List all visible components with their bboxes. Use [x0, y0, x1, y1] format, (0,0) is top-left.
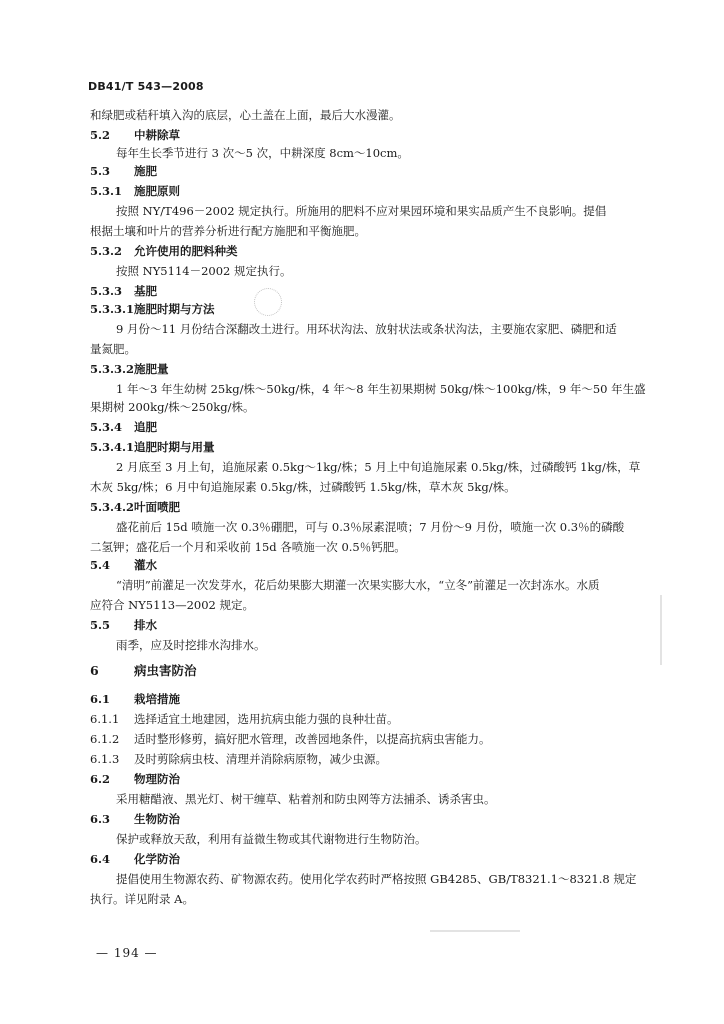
section-line	[90, 302, 215, 316]
paragraph-text: 保护或释放天敌，利用有益微生物或其代谢物进行生物防治。	[116, 832, 427, 846]
section-line	[90, 244, 238, 258]
stamp-mark	[254, 288, 282, 316]
section-number: 5.3	[90, 164, 111, 178]
section-title: 基肥	[134, 284, 157, 298]
section-number: 6	[90, 663, 99, 678]
paragraph-line	[90, 598, 254, 612]
section-line	[90, 664, 197, 678]
section-number: 5.3.3.2	[90, 362, 135, 376]
paragraph-line	[116, 578, 600, 592]
section-title: 栽培措施	[134, 692, 180, 706]
section-number: 5.4	[90, 558, 111, 572]
section-line	[90, 128, 180, 142]
paragraph-line	[90, 892, 194, 906]
section-line	[90, 164, 157, 178]
paragraph-text: 1 年～3 年生幼树 25kg/株～50kg/株，4 年～8 年生初果期树 50kg/株～100kg/株，9 年～50 年生盛	[116, 382, 646, 396]
section-line	[90, 440, 215, 454]
section-number: 5.3.4.1	[90, 440, 135, 454]
section-line	[90, 420, 157, 434]
section-title: 施肥	[134, 164, 157, 178]
section-line	[90, 812, 180, 826]
section-number: 6.1	[90, 692, 111, 706]
paragraph-text: “清明”前灌足一次发芽水，花后幼果膨大期灌一次果实膨大水，“立冬”前灌足一次封冻水。水质	[116, 578, 600, 592]
paragraph-text: 按照 NY5114－2002 规定执行。	[116, 264, 292, 278]
section-number: 6.2	[90, 772, 111, 786]
section-line	[90, 732, 491, 746]
section-title: 病虫害防治	[134, 663, 197, 678]
section-line	[90, 184, 180, 198]
paragraph-text: 根据土壤和叶片的营养分析进行配方施肥和平衡施肥。	[90, 224, 366, 238]
paragraph-line	[90, 480, 516, 494]
paragraph-line	[116, 872, 636, 886]
section-number: 5.2	[90, 128, 111, 142]
paragraph-line	[116, 146, 409, 160]
section-title: 中耕除草	[134, 128, 180, 142]
paragraph-text: 9 月份～11 月份结合深翻改土进行。用环状沟法、放射状法或条状沟法，主要施农家肥、磷肥和适	[116, 322, 617, 336]
section-line	[90, 500, 180, 514]
section-title: 追肥时期与用量	[134, 440, 215, 454]
paragraph-line	[90, 108, 401, 122]
section-title: 施肥时期与方法	[134, 302, 215, 316]
paragraph-text: 雨季，应及时挖排水沟排水。	[116, 638, 266, 652]
paragraph-text: 盛花前后 15d 喷施一次 0.3％硼肥，可与 0.3％尿素混喷；7 月份～9 月份，喷施一次 0.3％的磷酸	[116, 520, 625, 534]
section-title: 选择适宜土地建园，选用抗病虫能力强的良种壮苗。	[134, 712, 399, 726]
section-line	[90, 362, 169, 376]
section-line	[90, 852, 180, 866]
section-line	[90, 618, 157, 632]
section-title: 生物防治	[134, 812, 180, 826]
scan-artifact	[430, 930, 520, 932]
section-title: 化学防治	[134, 852, 180, 866]
paragraph-text: 2 月底至 3 月上旬，追施尿素 0.5kg～1kg/株；5 月上中旬追施尿素 0.5kg/株，过磷酸钙 1kg/株，草	[116, 460, 641, 474]
standard-code-header: DB41/T 543—2008	[88, 80, 204, 93]
section-title: 灌水	[134, 558, 157, 572]
scan-artifact	[660, 595, 662, 665]
section-number: 5.5	[90, 618, 111, 632]
paragraph-line	[116, 832, 427, 846]
paragraph-text: 采用糖醋液、黑光灯、树干缠草、粘着剂和防虫网等方法捕杀、诱杀害虫。	[116, 792, 496, 806]
section-title: 及时剪除病虫枝、清理并消除病原物，减少虫源。	[134, 752, 387, 766]
section-number: 5.3.1	[90, 184, 123, 198]
paragraph-text: 执行。详见附录 A。	[90, 892, 194, 906]
paragraph-text: 按照 NY/T496－2002 规定执行。所施用的肥料不应对果园环境和果实品质产生不良影响。提倡	[116, 204, 607, 218]
paragraph-line	[90, 540, 406, 554]
section-line	[90, 284, 157, 298]
section-number: 6.1.2	[90, 732, 120, 746]
page-number: — 194 —	[96, 946, 158, 960]
section-number: 6.1.1	[90, 712, 120, 726]
section-title: 追肥	[134, 420, 157, 434]
paragraph-line	[116, 460, 640, 474]
section-line	[90, 692, 180, 706]
section-number: 5.3.4.2	[90, 500, 135, 514]
paragraph-line	[90, 342, 136, 356]
section-number: 5.3.2	[90, 244, 123, 258]
section-line	[90, 772, 180, 786]
section-title: 施肥原则	[134, 184, 180, 198]
paragraph-line	[116, 638, 266, 652]
paragraph-line	[116, 322, 617, 336]
paragraph-line	[116, 520, 624, 534]
paragraph-text: 量氮肥。	[90, 342, 136, 356]
paragraph-text: 和绿肥或秸秆填入沟的底层，心土盖在上面，最后大水漫灌。	[90, 108, 401, 122]
section-line	[90, 752, 387, 766]
paragraph-text: 每年生长季节进行 3 次～5 次，中耕深度 8cm～10cm。	[116, 146, 409, 160]
paragraph-text: 果期树 200kg/株～250kg/株。	[90, 400, 255, 414]
section-number: 5.3.3.1	[90, 302, 135, 316]
section-title: 允许使用的肥料种类	[134, 244, 238, 258]
paragraph-line	[116, 204, 606, 218]
paragraph-line	[90, 224, 366, 238]
paragraph-text: 应符合 NY5113—2002 规定。	[90, 598, 254, 612]
section-number: 5.3.3	[90, 284, 123, 298]
paragraph-text: 二氢钾；盛花后一个月和采收前 15d 各喷施一次 0.5％钙肥。	[90, 540, 406, 554]
paragraph-text: 木灰 5kg/株；6 月中旬追施尿素 0.5kg/株，过磷酸钙 1.5kg/株，草木灰 5kg/株。	[90, 480, 516, 494]
section-number: 5.3.4	[90, 420, 123, 434]
section-title: 物理防治	[134, 772, 180, 786]
paragraph-line	[116, 792, 496, 806]
section-title: 施肥量	[134, 362, 169, 376]
section-number: 6.4	[90, 852, 111, 866]
paragraph-line	[116, 264, 292, 278]
section-number: 6.1.3	[90, 752, 120, 766]
section-number: 6.3	[90, 812, 111, 826]
section-title: 排水	[134, 618, 157, 632]
section-line	[90, 558, 157, 572]
paragraph-text: 提倡使用生物源农药、矿物源农药。使用化学农药时严格按照 GB4285、GB/T8321.1～8321.8 规定	[116, 872, 637, 886]
paragraph-line	[90, 400, 254, 414]
section-title: 叶面喷肥	[134, 500, 181, 514]
section-title: 适时整形修剪，搞好肥水管理，改善园地条件，以提高抗病虫害能力。	[134, 732, 491, 746]
paragraph-line	[116, 382, 646, 396]
section-line	[90, 712, 399, 726]
